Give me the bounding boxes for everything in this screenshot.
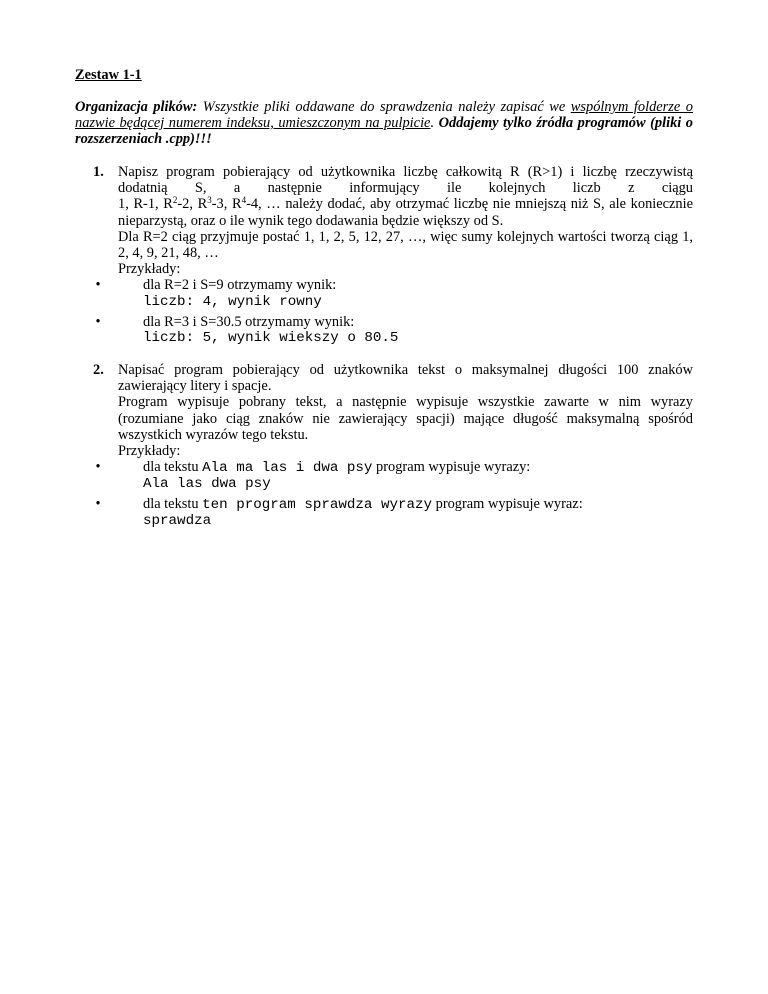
organization-label: Organizacja plików: xyxy=(75,99,198,115)
task-2-example-2-input: ten program sprawdza wyrazy xyxy=(202,496,433,513)
page-title: Zestaw 1-1 xyxy=(75,67,142,83)
task-1 xyxy=(75,164,693,346)
bullet-icon: • xyxy=(95,495,101,512)
task-1-sequence: 1, R-1, $R^2-2$, $R^3-3$, $R^4-4$, … należy dodać, aby otrzymać liczbę nie mniejszą niż S, ale koniecznie nieparzystą, oraz o ile wynik tego dodawania będzie większy od S. xyxy=(118,195,694,229)
task-1-number: 1. xyxy=(93,164,104,180)
task-2-number: 2. xyxy=(93,362,104,378)
task-2 xyxy=(75,362,693,529)
bullet-icon: • xyxy=(95,459,101,476)
task-2-example-1-input: Ala ma las i dwa psy xyxy=(202,460,373,477)
task-2-example-1: • dla tekstu Ala ma las i dwa psy program wypisuje wyrazy: Ala las dwa psy xyxy=(118,459,693,492)
organization-folder-rule: wspólnym folderze o nazwie będącej numerem indeksu, umieszczonym na pulpicie xyxy=(75,99,693,132)
task-2-description: Program wypisuje pobrany tekst, a następnie wypisuje wszystkie zawarte w nim wyrazy (rozumiane jako ciąg znaków nie zawierający spacji) mające długość maksymalną spośród wszystkich wyrazów tego tekstu. xyxy=(118,394,693,443)
bullet-icon: • xyxy=(95,313,101,330)
task-1-example-1: • dla R=2 i S=9 otrzymamy wynik: liczb: 4, wynik rowny xyxy=(118,277,693,309)
task-2-example-2-output: sprawdza xyxy=(143,512,212,529)
task-1-example-sequence: Dla R=2 ciąg przyjmuje postać 1, 1, 2, 5, 12, 27, …, więc sumy kolejnych wartości tworzą ciąg 1, 2, 4, 9, 21, 48, … xyxy=(118,228,693,262)
organization-note xyxy=(75,99,693,148)
organization-sources-note: Oddajemy tylko źródła programów (pliki o rozszerzeniach .cpp)!!! xyxy=(75,115,693,148)
organization-text: Wszystkie pliki oddawane do sprawdzenia należy zapisać we xyxy=(197,99,571,115)
task-1-example-2: • dla R=3 i S=30.5 otrzymamy wynik: liczb: 5, wynik wiekszy o 80.5 xyxy=(118,314,693,346)
task-1-example-1-output: liczb: 4, wynik rowny xyxy=(143,293,322,310)
task-1-example-2-output: liczb: 5, wynik wiekszy o 80.5 xyxy=(143,330,399,347)
task-2-example-1-output: Ala las dwa psy xyxy=(143,476,271,493)
task-2-examples-label: Przykłady: xyxy=(118,443,181,460)
bullet-icon: • xyxy=(95,277,101,294)
organization-period: . xyxy=(430,115,435,132)
task-1-intro: Napisz program pobierający od użytkownika liczbę całkowitą R (R>1) i liczbę rzeczywistą dodatnią S, a następnie informujący ile kolejnych liczb z ciągu xyxy=(118,164,693,197)
task-1-examples-label: Przykłady: xyxy=(118,261,181,278)
task-2-example-2: • dla tekstu ten program sprawdza wyrazy program wypisuje wyraz: sprawdza xyxy=(118,496,693,529)
task-2-intro: Napisać program pobierający od użytkownika tekst o maksymalnej długości 100 znaków zawierający litery i spacje. xyxy=(118,362,693,395)
